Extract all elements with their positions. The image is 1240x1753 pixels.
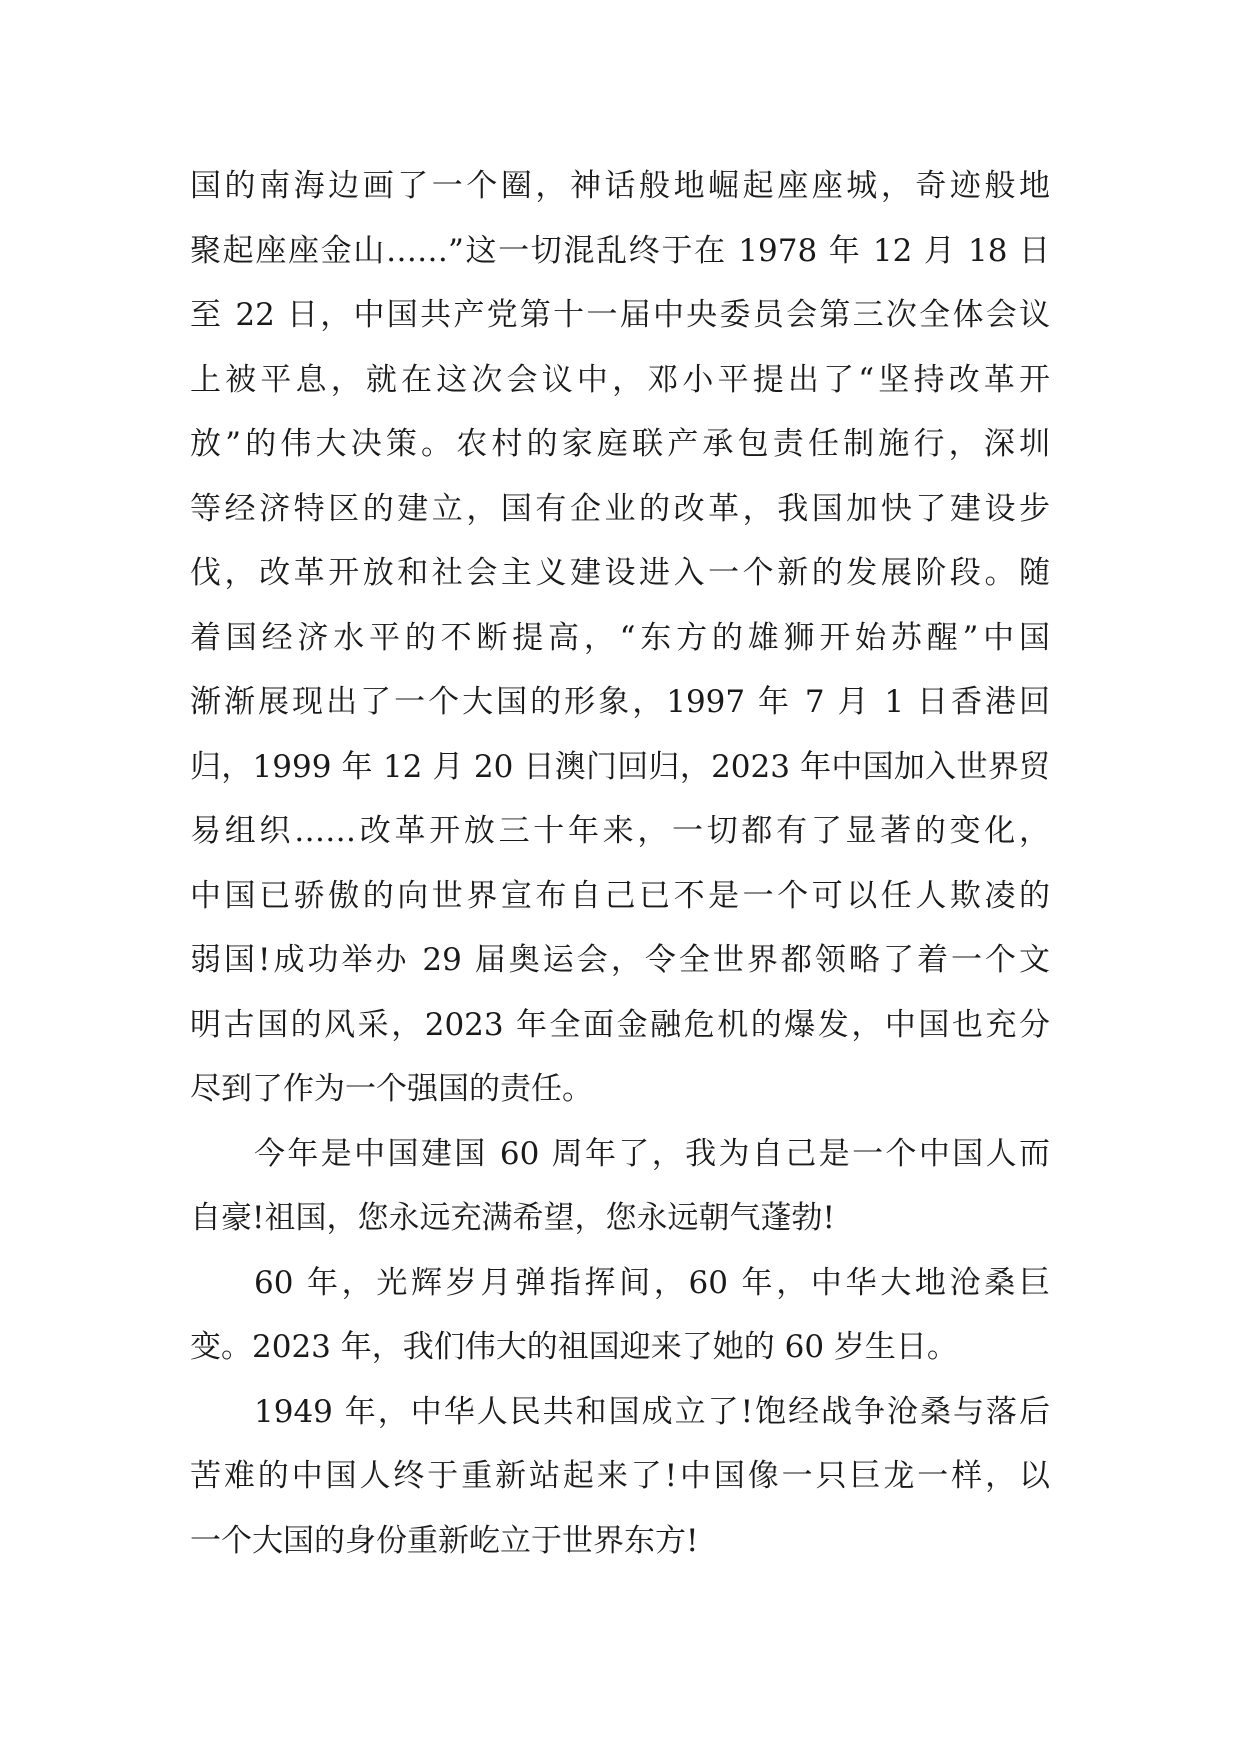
text-line: 上被平息，就在这次会议中，邓小平提出了“坚持改革开 xyxy=(190,361,1050,398)
text-line: 变。2023 年，我们伟大的祖国迎来了她的 60 岁生日。 xyxy=(190,1329,958,1365)
text-line: 易组织……改革开放三十年来，一切都有了显著的变化， xyxy=(190,813,1050,849)
text-line: 着国经济水平的不断提高，“东方的雄狮开始苏醒”中国 xyxy=(190,619,1050,656)
text-line: 伐，改革开放和社会主义建设进入一个新的发展阶段。随 xyxy=(190,555,1050,591)
paragraph-first-line: 60 年，光辉岁月弹指挥间，60 年，中华大地沧桑巨 xyxy=(254,1264,1050,1301)
text-line: 自豪!祖国，您永远充满希望，您永远朝气蓬勃! xyxy=(190,1200,835,1236)
paragraph-first-line: 今年是中国建国 60 周年了，我为自己是一个中国人而 xyxy=(254,1135,1050,1172)
text-line: 尽到了作为一个强国的责任。 xyxy=(190,1071,593,1107)
text-line: 明古国的风采，2023 年全面金融危机的爆发，中国也充分 xyxy=(190,1006,1050,1043)
document-body xyxy=(190,154,1050,1573)
text-line: 苦难的中国人终于重新站起来了!中国像一只巨龙一样，以 xyxy=(190,1458,1050,1494)
text-line: 等经济特区的建立，国有企业的改革，我国加快了建设步 xyxy=(190,490,1050,527)
text-line: 一个大国的身份重新屹立于世界东方! xyxy=(190,1522,699,1559)
text-line: 放”的伟大决策。农村的家庭联产承包责任制施行，深圳 xyxy=(190,426,1050,462)
text-line: 至 22 日，中国共产党第十一届中央委员会第三次全体会议 xyxy=(190,297,1050,333)
paragraph-first-line: 1949 年，中华人民共和国成立了!饱经战争沧桑与落后 xyxy=(254,1393,1050,1430)
text-line: 弱国!成功举办 29 届奥运会，令全世界都领略了着一个文 xyxy=(190,942,1050,978)
text-line: 聚起座座金山……”这一切混乱终于在 1978 年 12 月 18 日 xyxy=(190,232,1050,269)
text-line: 渐渐展现出了一个大国的形象，1997 年 7 月 1 日香港回 xyxy=(190,684,1050,720)
text-line: 归，1999 年 12 月 20 日澳门回归，2023 年中国加入世界贸 xyxy=(190,748,1050,785)
text-line: 中国已骄傲的向世界宣布自己已不是一个可以任人欺凌的 xyxy=(190,877,1050,914)
text-line: 国的南海边画了一个圈，神话般地崛起座座城，奇迹般地 xyxy=(190,168,1050,204)
